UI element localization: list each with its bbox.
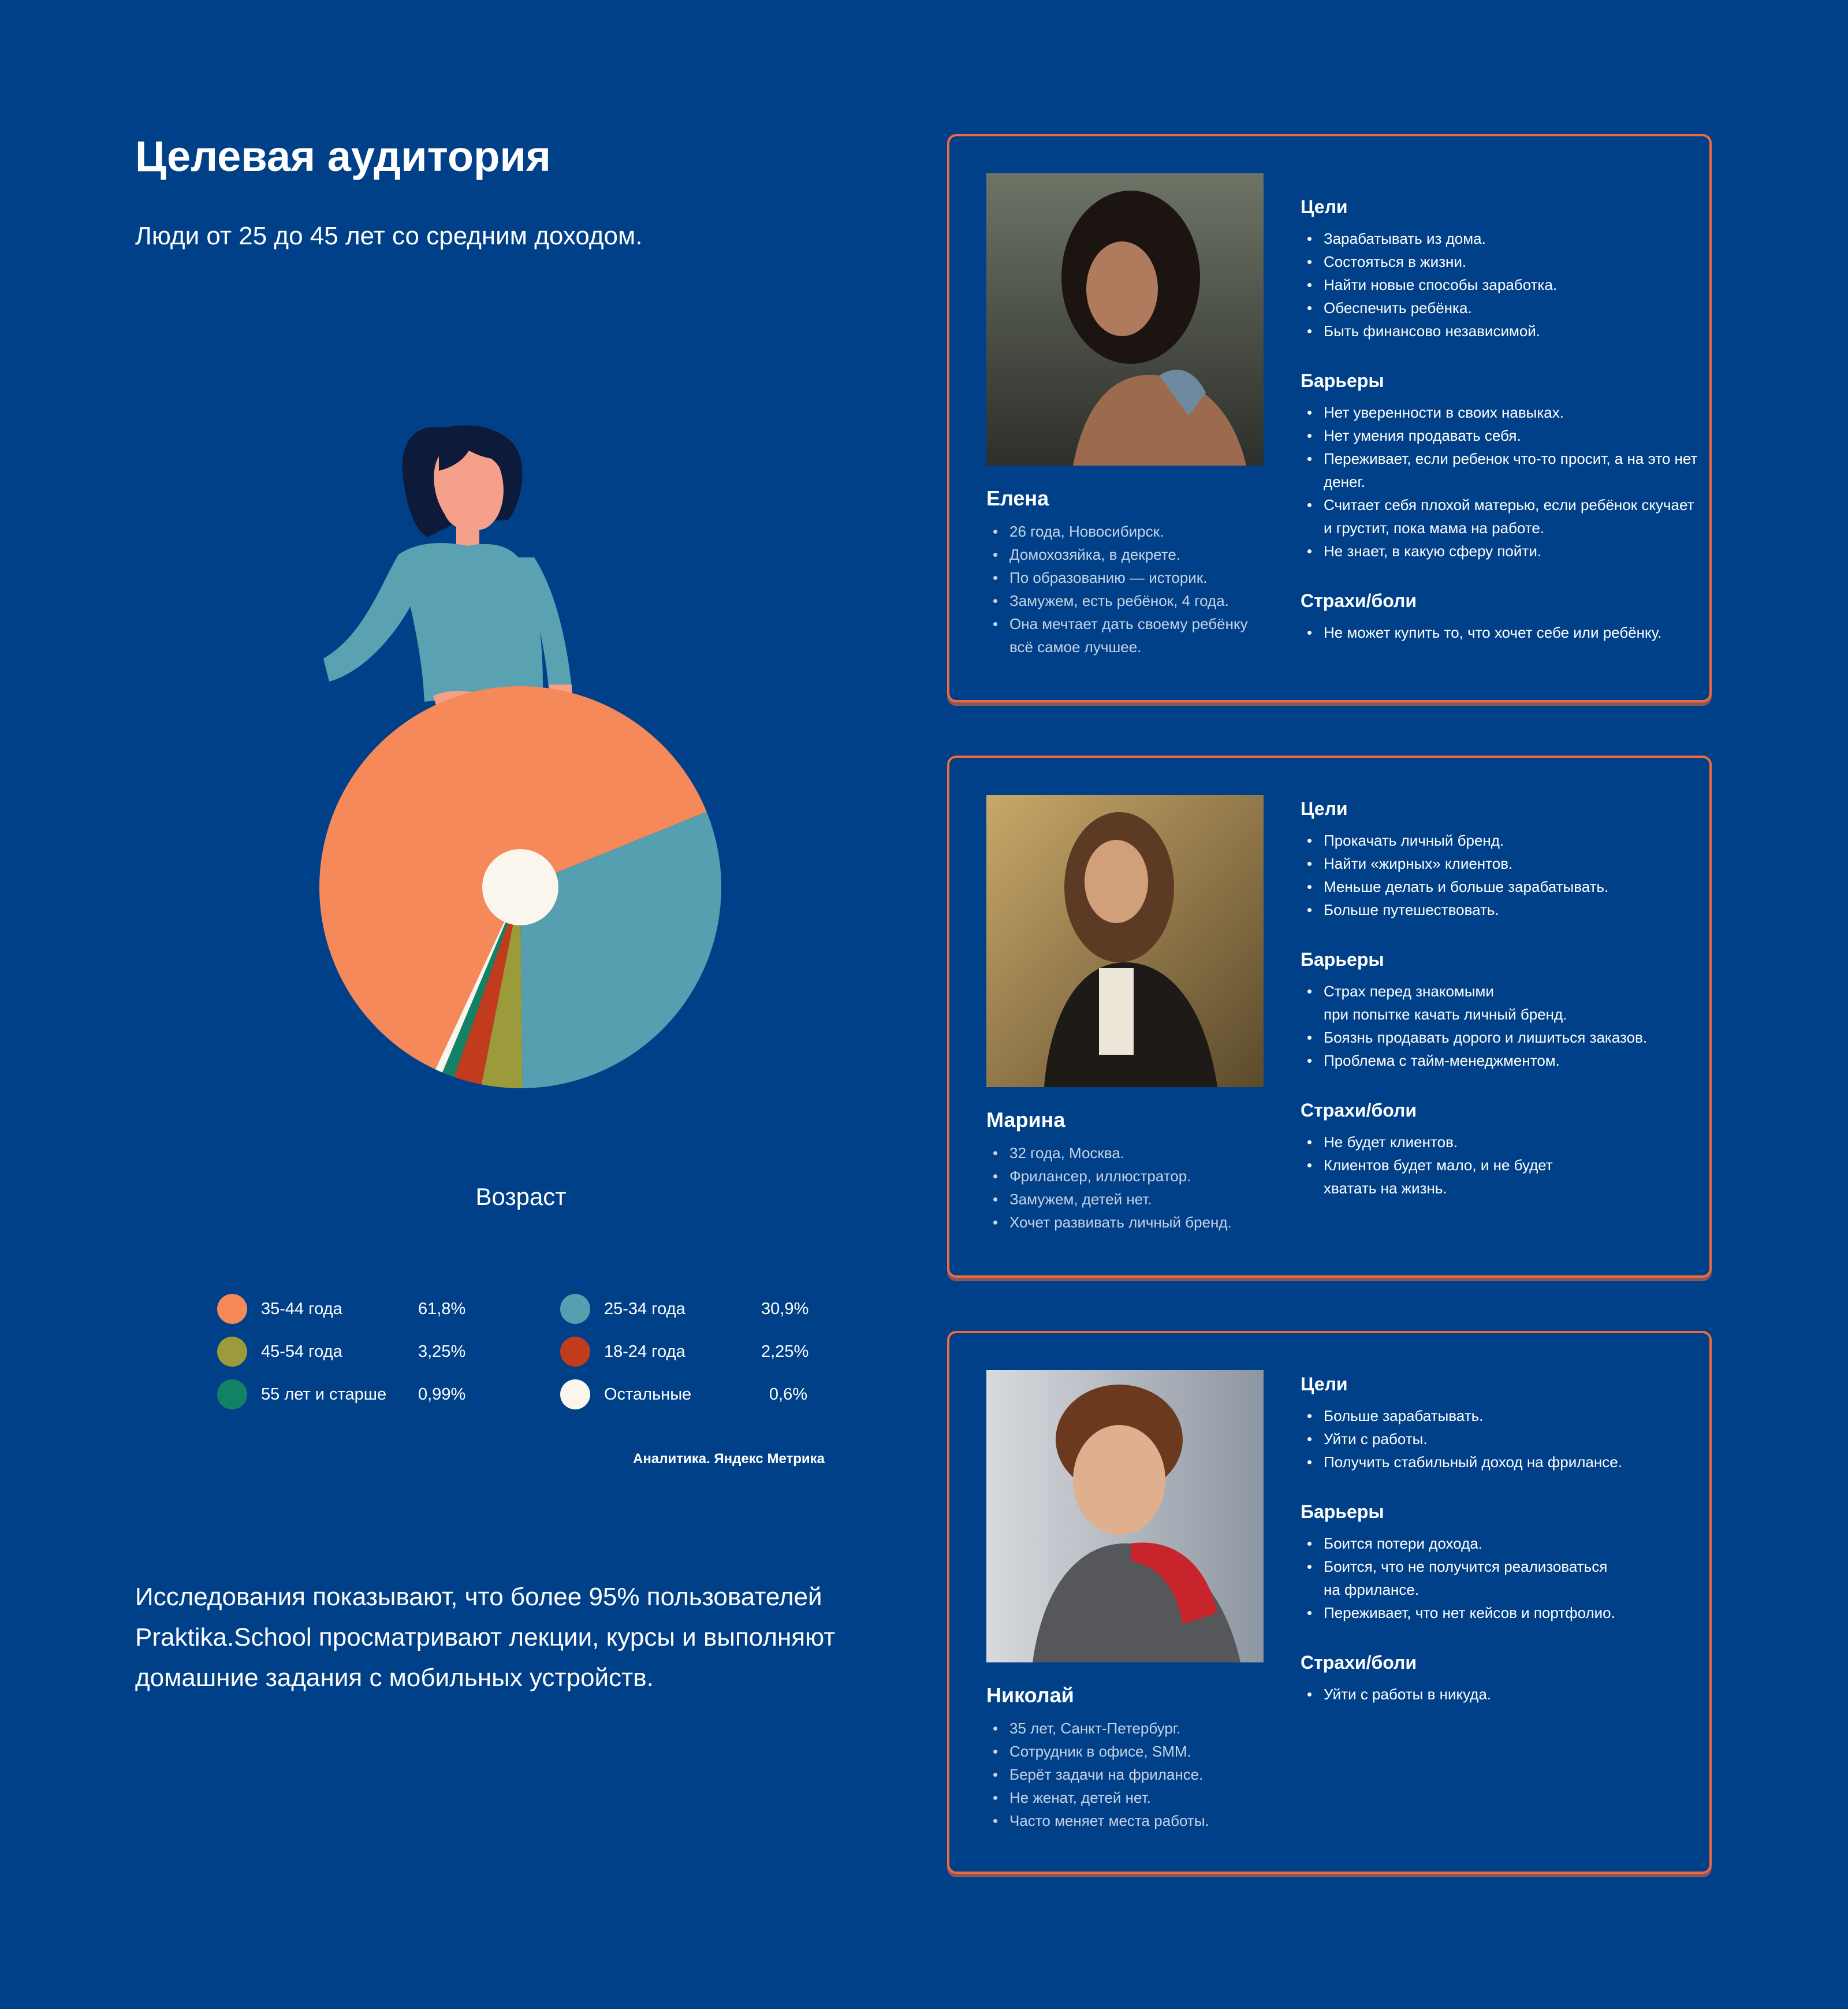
list-item: Переживает, что нет кейсов и портфолио. [1301,1601,1699,1624]
fears-heading: Страхи/боли [1301,1652,1417,1673]
pie-center-hole [482,849,558,925]
legend-swatch [560,1379,590,1409]
legend-label: 35-44 года [261,1299,342,1318]
list-item: Получить стабильный доход на фрилансе. [1301,1450,1699,1474]
fears-list [1301,1683,1699,1706]
list-item: 26 года, Новосибирск. [986,520,1275,543]
persona-name: Николай [986,1683,1074,1707]
legend-label: 18-24 года [604,1342,685,1361]
goals-list [1301,829,1699,921]
barriers-heading: Барьеры [1301,1501,1384,1522]
list-item: Часто меняет места работы. [986,1809,1275,1832]
list-item: Хочет развивать личный бренд. [986,1211,1275,1234]
list-item: Проблема с тайм-менеджментом. [1301,1049,1699,1072]
list-item: Боится, что не получится реализоваться на фрилансе. [1301,1555,1699,1601]
list-item: Клиентов будет мало, и не будет хватать на жизнь. [1301,1154,1699,1200]
legend-item [560,1335,807,1368]
fears-heading: Страхи/боли [1301,590,1417,611]
legend-value: 0,6% [769,1385,807,1404]
barriers-heading: Барьеры [1301,370,1384,391]
research-text: Исследования показывают, что более 95% пользователей Praktika.School просматривают лекции, курсы и выполняют домашние задания с мобильных устройств. [135,1583,836,1692]
barriers-list [1301,980,1699,1072]
page-title: Целевая аудитория [135,132,551,180]
list-item: Найти «жирных» клиентов. [1301,852,1699,875]
list-item: Не может купить то, что хочет себе или ребёнку. [1301,621,1699,644]
list-item: Считает себя плохой матерью, если ребёнок скучает и грустит, пока мама на работе. [1301,493,1699,540]
persona-info-list [986,1717,1275,1832]
list-item: Зарабатывать из дома. [1301,227,1699,250]
legend-swatch [560,1294,590,1324]
list-item: Больше путешествовать. [1301,898,1699,921]
persona-name: Марина [986,1108,1065,1132]
woman-illustration [323,425,573,714]
barriers-list [1301,401,1699,563]
persona-card-nikolay [947,1331,1712,1874]
list-item: Состояться в жизни. [1301,250,1699,273]
persona-info-list [986,1141,1275,1234]
persona-card-marina [947,756,1712,1278]
list-item: Не знает, в какую сферу пойти. [1301,540,1699,563]
legend-label: 55 лет и старше [261,1385,387,1404]
persona-details [1301,798,1699,1227]
barriers-heading: Барьеры [1301,949,1384,970]
goals-heading: Цели [1301,1374,1348,1394]
fears-list [1301,621,1699,644]
legend-swatch [217,1337,247,1367]
chart-legend [217,1293,829,1426]
list-item: Сотрудник в офисе, SMM. [986,1740,1275,1763]
persona-photo [986,173,1264,466]
list-item: Найти новые способы заработка. [1301,273,1699,296]
persona-name: Елена [986,486,1049,510]
list-item: Больше зарабатывать. [1301,1404,1699,1427]
legend-swatch [217,1294,247,1324]
list-item: Обеспечить ребёнка. [1301,296,1699,319]
list-item: Замужем, детей нет. [986,1188,1275,1211]
legend-item [560,1293,807,1325]
goals-list [1301,227,1699,343]
list-item: Замужем, есть ребёнок, 4 года. [986,589,1275,612]
list-item: Нет уверенности в своих навыках. [1301,401,1699,424]
list-item: Она мечтает дать своему ребёнку всё самое лучшее. [986,612,1275,658]
list-item: Переживает, если ребенок что-то просит, а на это нет денег. [1301,447,1699,493]
legend-item [217,1293,464,1325]
persona-details [1301,196,1699,672]
legend-value: 3,25% [418,1342,466,1361]
list-item: Не будет клиентов. [1301,1130,1699,1154]
woman-left-arm [323,555,419,682]
list-item: Прокачать личный бренд. [1301,829,1699,852]
legend-value: 0,99% [418,1385,466,1404]
list-item: 32 года, Москва. [986,1141,1275,1165]
chart-title: Возраст [475,1183,567,1210]
persona-details [1301,1374,1699,1733]
legend-item [217,1378,464,1411]
persona-photo [986,795,1264,1087]
list-item: Нет умения продавать себя. [1301,424,1699,447]
legend-item [560,1378,807,1411]
list-item: Боязнь продавать дорого и лишиться заказов. [1301,1026,1699,1049]
goals-heading: Цели [1301,196,1348,217]
list-item: 35 лет, Санкт-Петербург. [986,1717,1275,1740]
legend-label: 45-54 года [261,1342,342,1361]
list-item: Берёт задачи на фрилансе. [986,1763,1275,1786]
legend-label: Остальные [604,1385,692,1404]
list-item: Домохозяйка, в декрете. [986,543,1275,566]
list-item: Страх перед знакомыми при попытке качать личный бренд. [1301,980,1699,1026]
legend-label: 25-34 года [604,1299,685,1318]
list-item: Уйти с работы. [1301,1427,1699,1450]
list-item: Меньше делать и больше зарабатывать. [1301,875,1699,898]
legend-swatch [217,1379,247,1409]
legend-value: 61,8% [418,1299,466,1318]
legend-value: 30,9% [761,1299,809,1318]
legend-value: 2,25% [761,1342,809,1361]
persona-photo [986,1370,1264,1662]
age-pie-chart [312,416,728,1097]
fears-list [1301,1130,1699,1200]
chart-source: Аналитика. Яндекс Метрика [633,1451,825,1467]
list-item: По образованию — историк. [986,566,1275,589]
legend-item [217,1335,464,1368]
goals-heading: Цели [1301,798,1348,819]
persona-info-list [986,520,1275,658]
fears-heading: Страхи/боли [1301,1100,1417,1121]
list-item: Боится потери дохода. [1301,1532,1699,1555]
legend-swatch [560,1337,590,1367]
barriers-list [1301,1532,1699,1624]
list-item: Не женат, детей нет. [986,1786,1275,1809]
list-item: Уйти с работы в никуда. [1301,1683,1699,1706]
list-item: Фрилансер, иллюстратор. [986,1165,1275,1188]
goals-list [1301,1404,1699,1474]
page-subtitle: Люди от 25 до 45 лет со средним доходом. [135,222,643,250]
persona-card-elena [947,134,1712,702]
list-item: Быть финансово независимой. [1301,319,1699,343]
